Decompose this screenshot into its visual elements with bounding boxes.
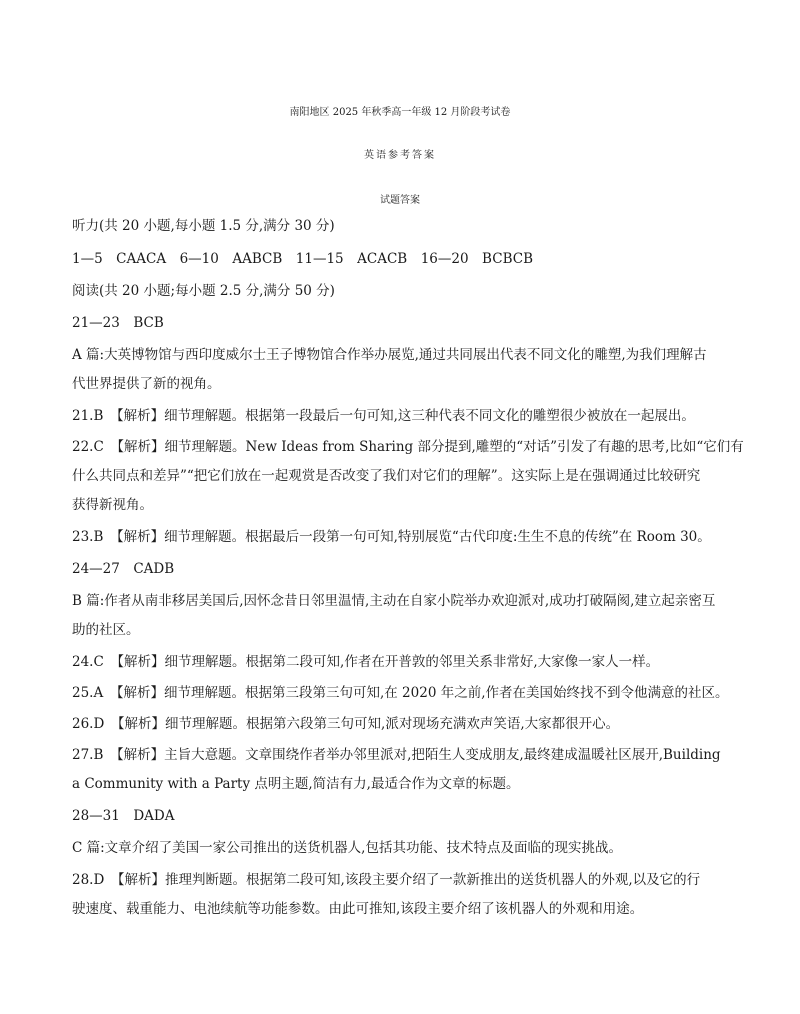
explanation-27-line-1: 27.B 【解析】主旨大意题。文章围绕作者举办邻里派对,把陌生人变成朋友,最终建成温暖社区展开,Building	[72, 747, 721, 763]
explanation-28-line-2: 驶速度、载重能力、电池续航等功能参数。由此可推知,该段主要介绍了该机器人的外观和用途。	[72, 901, 644, 917]
explanation-26: 26.D 【解析】细节理解题。根据第六段第三句可知,派对现场充满欢声笑语,大家都很开心。	[72, 716, 620, 732]
explanation-21: 21.B 【解析】细节理解题。根据第一段最后一句可知,这三种代表不同文化的雕塑很少被放在一起展出。	[72, 408, 695, 424]
explanation-25: 25.A 【解析】细节理解题。根据第三段第三句可知,在 2020 年之前,作者在美国始终找不到令他满意的社区。	[72, 685, 729, 701]
exam-title: 南阳地区 2025 年秋季高一年级 12 月阶段考试卷	[289, 107, 511, 118]
explanation-22-line-2: 什么共同点和差异”“把它们放在一起观赏是否改变了我们对它们的理解”。这实际上是在强调通过比较研究	[72, 468, 701, 484]
listening-answers: 1—5 CAACA 6—10 AABCB 11—15 ACACB 16—20 BCBCB	[72, 251, 533, 267]
passage-a-summary-line-2: 代世界提供了新的视角。	[72, 376, 221, 392]
passage-b-summary-line-2: 助的社区。	[72, 622, 140, 638]
passage-c-summary: C 篇:文章介绍了美国一家公司推出的送货机器人,包括其功能、技术特点及面临的现实挑战。	[72, 840, 622, 856]
explanation-24: 24.C 【解析】细节理解题。根据第二段可知,作者在开普敦的邻里关系非常好,大家像一家人一样。	[72, 654, 660, 670]
answer-key-title: 英语参考答案	[364, 150, 436, 161]
listening-section-heading: 听力(共 20 小题,每小题 1.5 分,满分 30 分)	[72, 218, 335, 234]
section-caption: 试题答案	[380, 195, 420, 206]
explanation-22-line-3: 获得新视角。	[72, 497, 153, 513]
explanation-23: 23.B 【解析】细节理解题。根据最后一段第一句可知,特别展览“古代印度:生生不息的传统”在 Room 30。	[72, 529, 711, 545]
answers-28-31: 28—31 DADA	[72, 808, 175, 824]
explanation-22-line-1: 22.C 【解析】细节理解题。New Ideas from Sharing 部分提到,雕塑的“对话”引发了有趣的思考,比如“它们有	[72, 439, 744, 455]
answers-24-27: 24—27 CADB	[72, 561, 175, 577]
passage-a-summary-line-1: A 篇:大英博物馆与西印度威尔士王子博物馆合作举办展览,通过共同展出代表不同文化的雕塑,为我们理解古	[72, 347, 707, 363]
answers-21-23: 21—23 BCB	[72, 315, 164, 331]
reading-section-heading: 阅读(共 20 小题;每小题 2.5 分,满分 50 分)	[72, 283, 335, 299]
passage-b-summary-line-1: B 篇:作者从南非移居美国后,因怀念昔日邻里温情,主动在自家小院举办欢迎派对,成功打破隔阂,建立起亲密互	[72, 593, 716, 609]
explanation-27-line-2: a Community with a Party 点明主题,简洁有力,最适合作为文章的标题。	[72, 776, 520, 792]
explanation-28-line-1: 28.D 【解析】推理判断题。根据第二段可知,该段主要介绍了一款新推出的送货机器人的外观,以及它的行	[72, 872, 701, 888]
